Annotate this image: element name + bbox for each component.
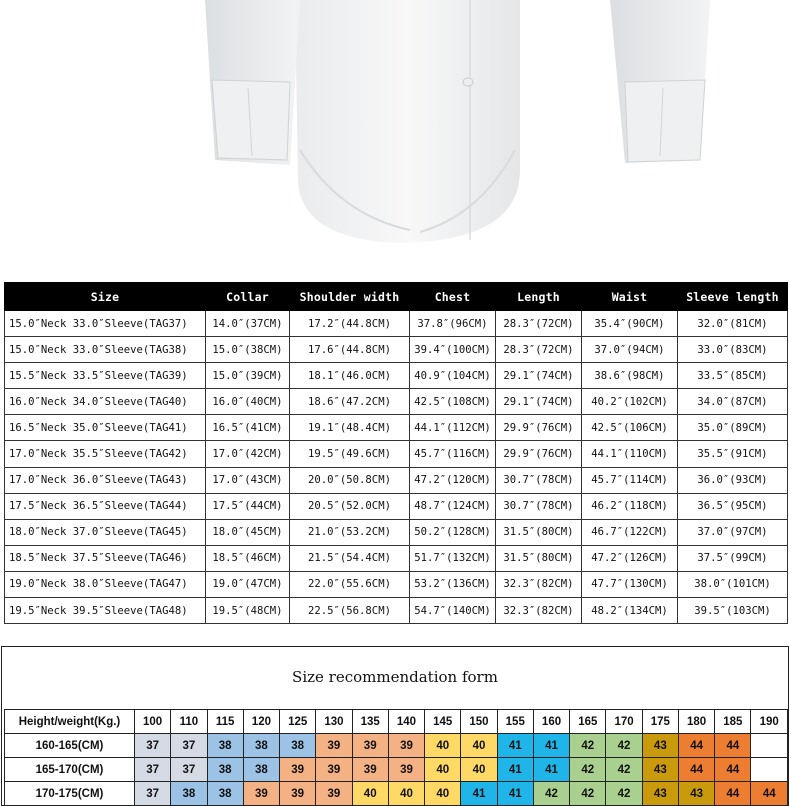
- recommended-size-cell: 37: [134, 734, 170, 758]
- recommended-size-cell: 41: [533, 734, 569, 758]
- size-chart-cell: 17.0″(42CM): [206, 441, 290, 467]
- size-chart-row: [5, 389, 788, 415]
- size-chart-cell: 46.7″(122CM): [582, 519, 678, 545]
- recommended-size-cell: 39: [280, 782, 316, 806]
- size-chart-cell: 19.1″(48.4CM): [290, 415, 410, 441]
- size-chart-cell: 18.1″(46.0CM): [290, 363, 410, 389]
- weight-header-cell: 165: [570, 710, 606, 734]
- size-chart-cell: 17.5″Neck 36.5″Sleeve(TAG44): [5, 493, 206, 519]
- size-chart-table: [4, 282, 788, 624]
- weight-header-cell: 120: [243, 710, 279, 734]
- recommended-size-cell: 39: [316, 758, 352, 782]
- recommended-size-cell: 37: [134, 782, 170, 806]
- size-chart-cell: 42.5″(106CM): [582, 415, 678, 441]
- size-chart-cell: 29.9″(76CM): [496, 415, 582, 441]
- size-chart-cell: 36.0″(93CM): [678, 467, 788, 493]
- weight-header-cell: 185: [715, 710, 751, 734]
- recommended-size-cell: 41: [497, 758, 533, 782]
- recommended-size-cell: 44: [678, 758, 714, 782]
- size-chart-row: [5, 337, 788, 363]
- recommended-size-cell: 37: [171, 758, 207, 782]
- size-chart-cell: 18.0″(45CM): [206, 519, 290, 545]
- size-chart-cell: 37.5″(99CM): [678, 545, 788, 571]
- recommended-size-cell: 38: [243, 734, 279, 758]
- size-chart-cell: 32.0″(81CM): [678, 311, 788, 337]
- height-range-label: 170-175(CM): [5, 782, 135, 806]
- weight-header-cell: 145: [425, 710, 461, 734]
- header-shoulder-width: Shoulder width: [290, 283, 410, 311]
- size-chart-cell: 17.0″(43CM): [206, 467, 290, 493]
- size-chart-row: [5, 311, 788, 337]
- size-chart-cell: 42.5″(108CM): [410, 389, 496, 415]
- recommended-size-cell: 40: [425, 782, 461, 806]
- height-weight-label: Height/weight(Kg.): [5, 710, 135, 734]
- recommended-size-cell: 44: [678, 734, 714, 758]
- size-chart-cell: 44.1″(112CM): [410, 415, 496, 441]
- height-range-label: 165-170(CM): [5, 758, 135, 782]
- weight-header-cell: 140: [388, 710, 424, 734]
- size-chart-cell: 15.0″Neck 33.0″Sleeve(TAG38): [5, 337, 206, 363]
- size-chart-cell: 22.0″(55.6CM): [290, 571, 410, 597]
- size-chart-cell: 32.3″(82CM): [496, 598, 582, 624]
- size-chart-cell: 40.9″(104CM): [410, 363, 496, 389]
- size-chart-cell: 16.5″Neck 35.0″Sleeve(TAG41): [5, 415, 206, 441]
- size-chart-cell: 33.0″(83CM): [678, 337, 788, 363]
- size-chart-cell: 17.5″(44CM): [206, 493, 290, 519]
- recommended-size-cell: 38: [207, 734, 243, 758]
- size-chart-cell: 15.0″(39CM): [206, 363, 290, 389]
- size-chart-cell: 22.5″(56.8CM): [290, 598, 410, 624]
- recommended-size-cell: 42: [570, 758, 606, 782]
- weight-header-cell: 110: [171, 710, 207, 734]
- weight-header-cell: 150: [461, 710, 497, 734]
- recommended-size-cell: 44: [751, 782, 788, 806]
- size-chart-cell: 35.4″(90CM): [582, 311, 678, 337]
- size-chart-cell: 14.0″(37CM): [206, 311, 290, 337]
- size-chart-cell: 17.6″(44.8CM): [290, 337, 410, 363]
- size-chart-cell: 17.0″Neck 36.0″Sleeve(TAG43): [5, 467, 206, 493]
- size-chart-cell: 38.0″(101CM): [678, 571, 788, 597]
- recommendation-row: [5, 782, 788, 806]
- weight-header-cell: 100: [134, 710, 170, 734]
- size-chart-cell: 18.0″Neck 37.0″Sleeve(TAG45): [5, 519, 206, 545]
- size-chart-cell: 15.5″Neck 33.5″Sleeve(TAG39): [5, 363, 206, 389]
- recommended-size-cell: 42: [606, 734, 642, 758]
- weight-header-cell: 125: [280, 710, 316, 734]
- size-chart-cell: 17.0″Neck 35.5″Sleeve(TAG42): [5, 441, 206, 467]
- recommended-size-cell: 39: [316, 782, 352, 806]
- size-chart-row: [5, 441, 788, 467]
- header-size: Size: [5, 283, 206, 311]
- recommended-size-cell: 43: [678, 782, 714, 806]
- size-chart-cell: 16.5″(41CM): [206, 415, 290, 441]
- product-photo: [0, 0, 790, 268]
- weight-header-cell: 130: [316, 710, 352, 734]
- recommended-size-cell: 42: [606, 758, 642, 782]
- recommendation-row: [5, 758, 788, 782]
- size-chart-cell: 30.7″(78CM): [496, 467, 582, 493]
- size-chart-cell: 18.5″Neck 37.5″Sleeve(TAG46): [5, 545, 206, 571]
- height-range-label: 160-165(CM): [5, 734, 135, 758]
- size-chart-row: [5, 571, 788, 597]
- recommended-size-cell: 38: [207, 758, 243, 782]
- recommended-size-cell: 38: [243, 758, 279, 782]
- size-chart-cell: 34.0″(87CM): [678, 389, 788, 415]
- size-chart-cell: 28.3″(72CM): [496, 311, 582, 337]
- header-waist: Waist: [582, 283, 678, 311]
- size-chart-cell: 53.2″(136CM): [410, 571, 496, 597]
- size-chart-cell: 36.5″(95CM): [678, 493, 788, 519]
- weight-header-cell: 175: [642, 710, 678, 734]
- size-chart-cell: 16.0″Neck 34.0″Sleeve(TAG40): [5, 389, 206, 415]
- recommended-size-cell: 42: [533, 782, 569, 806]
- recommended-size-cell: 40: [461, 734, 497, 758]
- size-chart-cell: 18.5″(46CM): [206, 545, 290, 571]
- size-chart-cell: 31.5″(80CM): [496, 519, 582, 545]
- size-chart-cell: 45.7″(116CM): [410, 441, 496, 467]
- recommended-size-cell: 42: [570, 782, 606, 806]
- weight-header-cell: 180: [678, 710, 714, 734]
- size-chart-row: [5, 363, 788, 389]
- weight-header-cell: 155: [497, 710, 533, 734]
- header-chest: Chest: [410, 283, 496, 311]
- recommended-size-cell: 39: [280, 758, 316, 782]
- recommended-size-cell: 39: [352, 758, 388, 782]
- size-chart-cell: 38.6″(98CM): [582, 363, 678, 389]
- recommendation-row: [5, 734, 788, 758]
- size-chart-row: [5, 545, 788, 571]
- size-chart-cell: 47.2″(120CM): [410, 467, 496, 493]
- size-chart-cell: 29.1″(74CM): [496, 389, 582, 415]
- size-chart-cell: 16.0″(40CM): [206, 389, 290, 415]
- recommended-size-cell: 40: [425, 734, 461, 758]
- recommended-size-cell: 37: [171, 734, 207, 758]
- size-chart-cell: 33.5″(85CM): [678, 363, 788, 389]
- size-chart-cell: 20.0″(50.8CM): [290, 467, 410, 493]
- size-chart-row: [5, 415, 788, 441]
- recommended-size-cell: 43: [642, 734, 678, 758]
- size-chart-cell: 48.7″(124CM): [410, 493, 496, 519]
- recommended-size-cell: 41: [497, 734, 533, 758]
- header-collar: Collar: [206, 283, 290, 311]
- recommended-size-cell: [751, 734, 788, 758]
- size-chart-cell: 18.6″(47.2CM): [290, 389, 410, 415]
- size-chart-cell: 39.4″(100CM): [410, 337, 496, 363]
- size-chart-row: [5, 519, 788, 545]
- size-recommendation-form: [1, 646, 789, 806]
- weight-header-cell: 135: [352, 710, 388, 734]
- recommended-size-cell: 43: [642, 782, 678, 806]
- recommendation-table: [4, 709, 788, 806]
- weight-header-cell: 170: [606, 710, 642, 734]
- size-chart-row: [5, 598, 788, 624]
- recommended-size-cell: 41: [533, 758, 569, 782]
- size-chart-cell: 46.2″(118CM): [582, 493, 678, 519]
- size-chart-cell: 19.5″(48CM): [206, 598, 290, 624]
- size-chart-cell: 21.5″(54.4CM): [290, 545, 410, 571]
- size-chart-cell: 44.1″(110CM): [582, 441, 678, 467]
- recommended-size-cell: 40: [388, 782, 424, 806]
- size-chart-cell: 28.3″(72CM): [496, 337, 582, 363]
- size-chart-cell: 45.7″(114CM): [582, 467, 678, 493]
- weight-header-cell: 160: [533, 710, 569, 734]
- recommendation-header-row: [5, 710, 788, 734]
- recommended-size-cell: 43: [642, 758, 678, 782]
- size-chart-cell: 21.0″(53.2CM): [290, 519, 410, 545]
- size-chart-cell: 32.3″(82CM): [496, 571, 582, 597]
- size-chart-header-row: [5, 283, 788, 311]
- recommended-size-cell: 41: [497, 782, 533, 806]
- size-chart-cell: 17.2″(44.8CM): [290, 311, 410, 337]
- recommended-size-cell: 39: [388, 758, 424, 782]
- size-chart-cell: 47.2″(126CM): [582, 545, 678, 571]
- recommendation-title: Size recommendation form: [292, 668, 498, 686]
- size-chart-cell: 31.5″(80CM): [496, 545, 582, 571]
- weight-header-cell: 115: [207, 710, 243, 734]
- size-chart-cell: 19.0″(47CM): [206, 571, 290, 597]
- size-chart-cell: 37.0″(97CM): [678, 519, 788, 545]
- recommended-size-cell: 44: [715, 782, 751, 806]
- recommended-size-cell: 39: [243, 782, 279, 806]
- size-chart-cell: 48.2″(134CM): [582, 598, 678, 624]
- size-chart-cell: 40.2″(102CM): [582, 389, 678, 415]
- recommended-size-cell: 38: [171, 782, 207, 806]
- size-chart-cell: 47.7″(130CM): [582, 571, 678, 597]
- recommended-size-cell: 37: [134, 758, 170, 782]
- recommended-size-cell: 44: [715, 758, 751, 782]
- size-chart-cell: 37.8″(96CM): [410, 311, 496, 337]
- size-chart-cell: 29.1″(74CM): [496, 363, 582, 389]
- recommended-size-cell: 39: [316, 734, 352, 758]
- size-chart-cell: 54.7″(140CM): [410, 598, 496, 624]
- size-chart-cell: 19.5″(49.6CM): [290, 441, 410, 467]
- size-chart-cell: 29.9″(76CM): [496, 441, 582, 467]
- header-length: Length: [496, 283, 582, 311]
- size-chart-row: [5, 467, 788, 493]
- size-chart-row: [5, 493, 788, 519]
- size-chart-cell: 39.5″(103CM): [678, 598, 788, 624]
- recommended-size-cell: 39: [388, 734, 424, 758]
- recommended-size-cell: 38: [280, 734, 316, 758]
- weight-header-cell: 190: [751, 710, 788, 734]
- size-chart-cell: 35.0″(89CM): [678, 415, 788, 441]
- size-chart-cell: 20.5″(52.0CM): [290, 493, 410, 519]
- recommended-size-cell: 41: [461, 782, 497, 806]
- size-chart-cell: 35.5″(91CM): [678, 441, 788, 467]
- recommended-size-cell: 42: [570, 734, 606, 758]
- recommended-size-cell: [751, 758, 788, 782]
- size-chart-cell: 15.0″(38CM): [206, 337, 290, 363]
- size-chart-cell: 51.7″(132CM): [410, 545, 496, 571]
- recommended-size-cell: 44: [715, 734, 751, 758]
- size-chart-cell: 50.2″(128CM): [410, 519, 496, 545]
- recommended-size-cell: 40: [425, 758, 461, 782]
- recommended-size-cell: 38: [207, 782, 243, 806]
- shirt-image: [0, 0, 790, 268]
- size-chart-cell: 37.0″(94CM): [582, 337, 678, 363]
- size-chart-cell: 30.7″(78CM): [496, 493, 582, 519]
- recommended-size-cell: 42: [606, 782, 642, 806]
- recommended-size-cell: 40: [352, 782, 388, 806]
- recommended-size-cell: 40: [461, 758, 497, 782]
- size-chart-cell: 19.0″Neck 38.0″Sleeve(TAG47): [5, 571, 206, 597]
- header-sleeve-length: Sleeve length: [678, 283, 788, 311]
- recommended-size-cell: 39: [352, 734, 388, 758]
- size-chart-cell: 15.0″Neck 33.0″Sleeve(TAG37): [5, 311, 206, 337]
- size-chart-cell: 19.5″Neck 39.5″Sleeve(TAG48): [5, 598, 206, 624]
